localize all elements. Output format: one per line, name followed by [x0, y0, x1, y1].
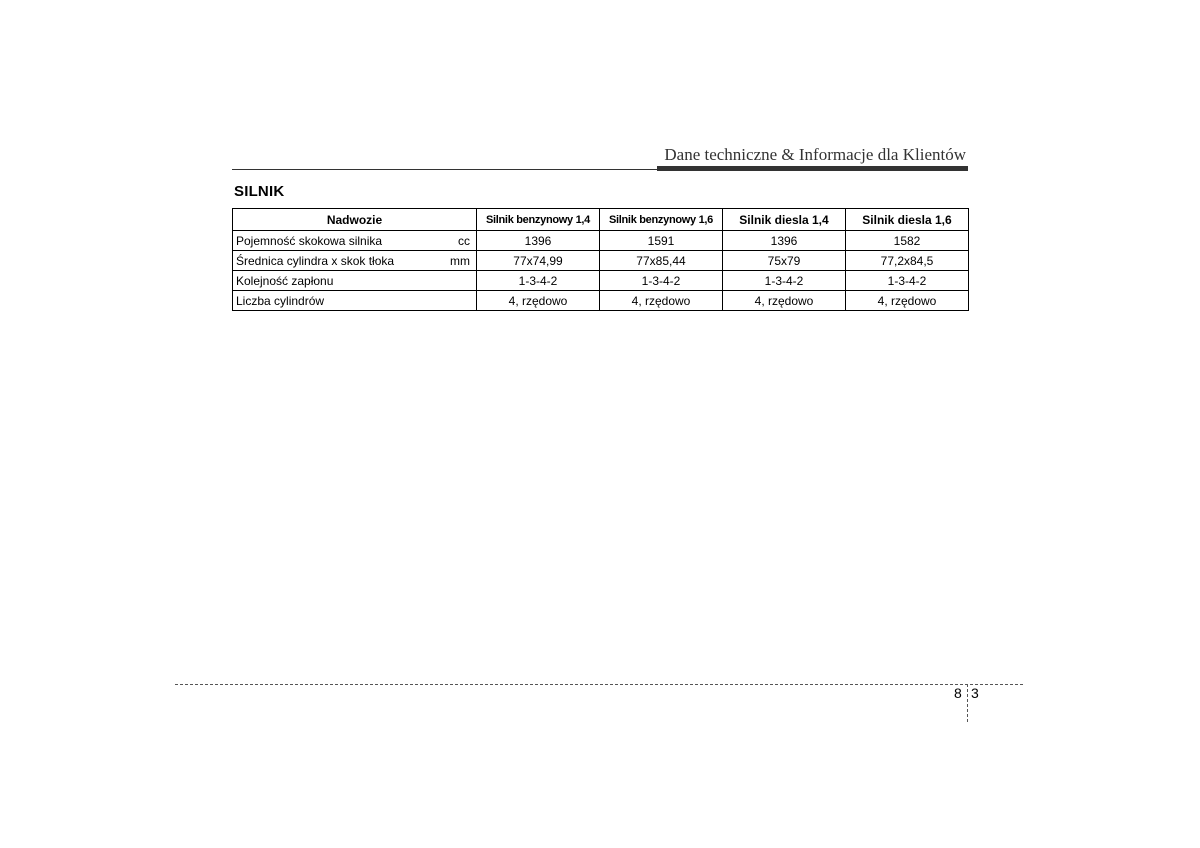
row-label-cell — [233, 231, 477, 251]
table-cell: 77x74,99 — [477, 251, 600, 271]
table-cell: 4, rzędowo — [477, 291, 600, 311]
table-cell: 1582 — [846, 231, 969, 251]
row-label-cell — [233, 291, 477, 311]
table-cell: 75x79 — [723, 251, 846, 271]
table-header-row — [233, 209, 969, 231]
table-cell: 1591 — [600, 231, 723, 251]
row-label-cell — [233, 271, 477, 291]
row-label: Średnica cylindra x skok tłoka — [236, 253, 395, 268]
column-header-body: Nadwozie — [233, 209, 477, 231]
column-header-diesel-1-4: Silnik diesla 1,4 — [723, 209, 846, 231]
table-cell: 77,2x84,5 — [846, 251, 969, 271]
row-label: Kolejność zapłonu — [236, 273, 334, 288]
row-label: Pojemność skokowa silnika — [236, 233, 383, 248]
row-label: Liczba cylindrów — [236, 293, 325, 308]
table-cell: 1396 — [477, 231, 600, 251]
table-row — [233, 231, 969, 251]
table-cell: 1-3-4-2 — [846, 271, 969, 291]
section-title: SILNIK — [234, 183, 285, 200]
table-cell: 77x85,44 — [600, 251, 723, 271]
footer-page-separator — [967, 684, 968, 722]
table-cell: 1-3-4-2 — [600, 271, 723, 291]
row-unit: cc — [458, 233, 470, 248]
table-cell: 1396 — [723, 231, 846, 251]
row-unit: mm — [450, 253, 470, 268]
table-cell: 1-3-4-2 — [723, 271, 846, 291]
page-header-title: Dane techniczne & Informacje dla Klientów — [664, 145, 966, 164]
table-cell: 4, rzędowo — [846, 291, 969, 311]
table-row — [233, 291, 969, 311]
row-label-cell — [233, 251, 477, 271]
table-cell: 4, rzędowo — [723, 291, 846, 311]
table-row — [233, 271, 969, 291]
chapter-number: 8 — [954, 685, 962, 701]
column-header-petrol-1-4: Silnik benzynowy 1,4 — [477, 209, 600, 231]
footer-divider — [175, 684, 1023, 685]
table-row — [233, 251, 969, 271]
header-rule-accent — [657, 166, 968, 171]
page-number: 3 — [971, 685, 979, 701]
table-cell: 4, rzędowo — [600, 291, 723, 311]
engine-spec-table — [232, 208, 969, 311]
column-header-diesel-1-6: Silnik diesla 1,6 — [846, 209, 969, 231]
column-header-petrol-1-6: Silnik benzynowy 1,6 — [600, 209, 723, 231]
table-cell: 1-3-4-2 — [477, 271, 600, 291]
